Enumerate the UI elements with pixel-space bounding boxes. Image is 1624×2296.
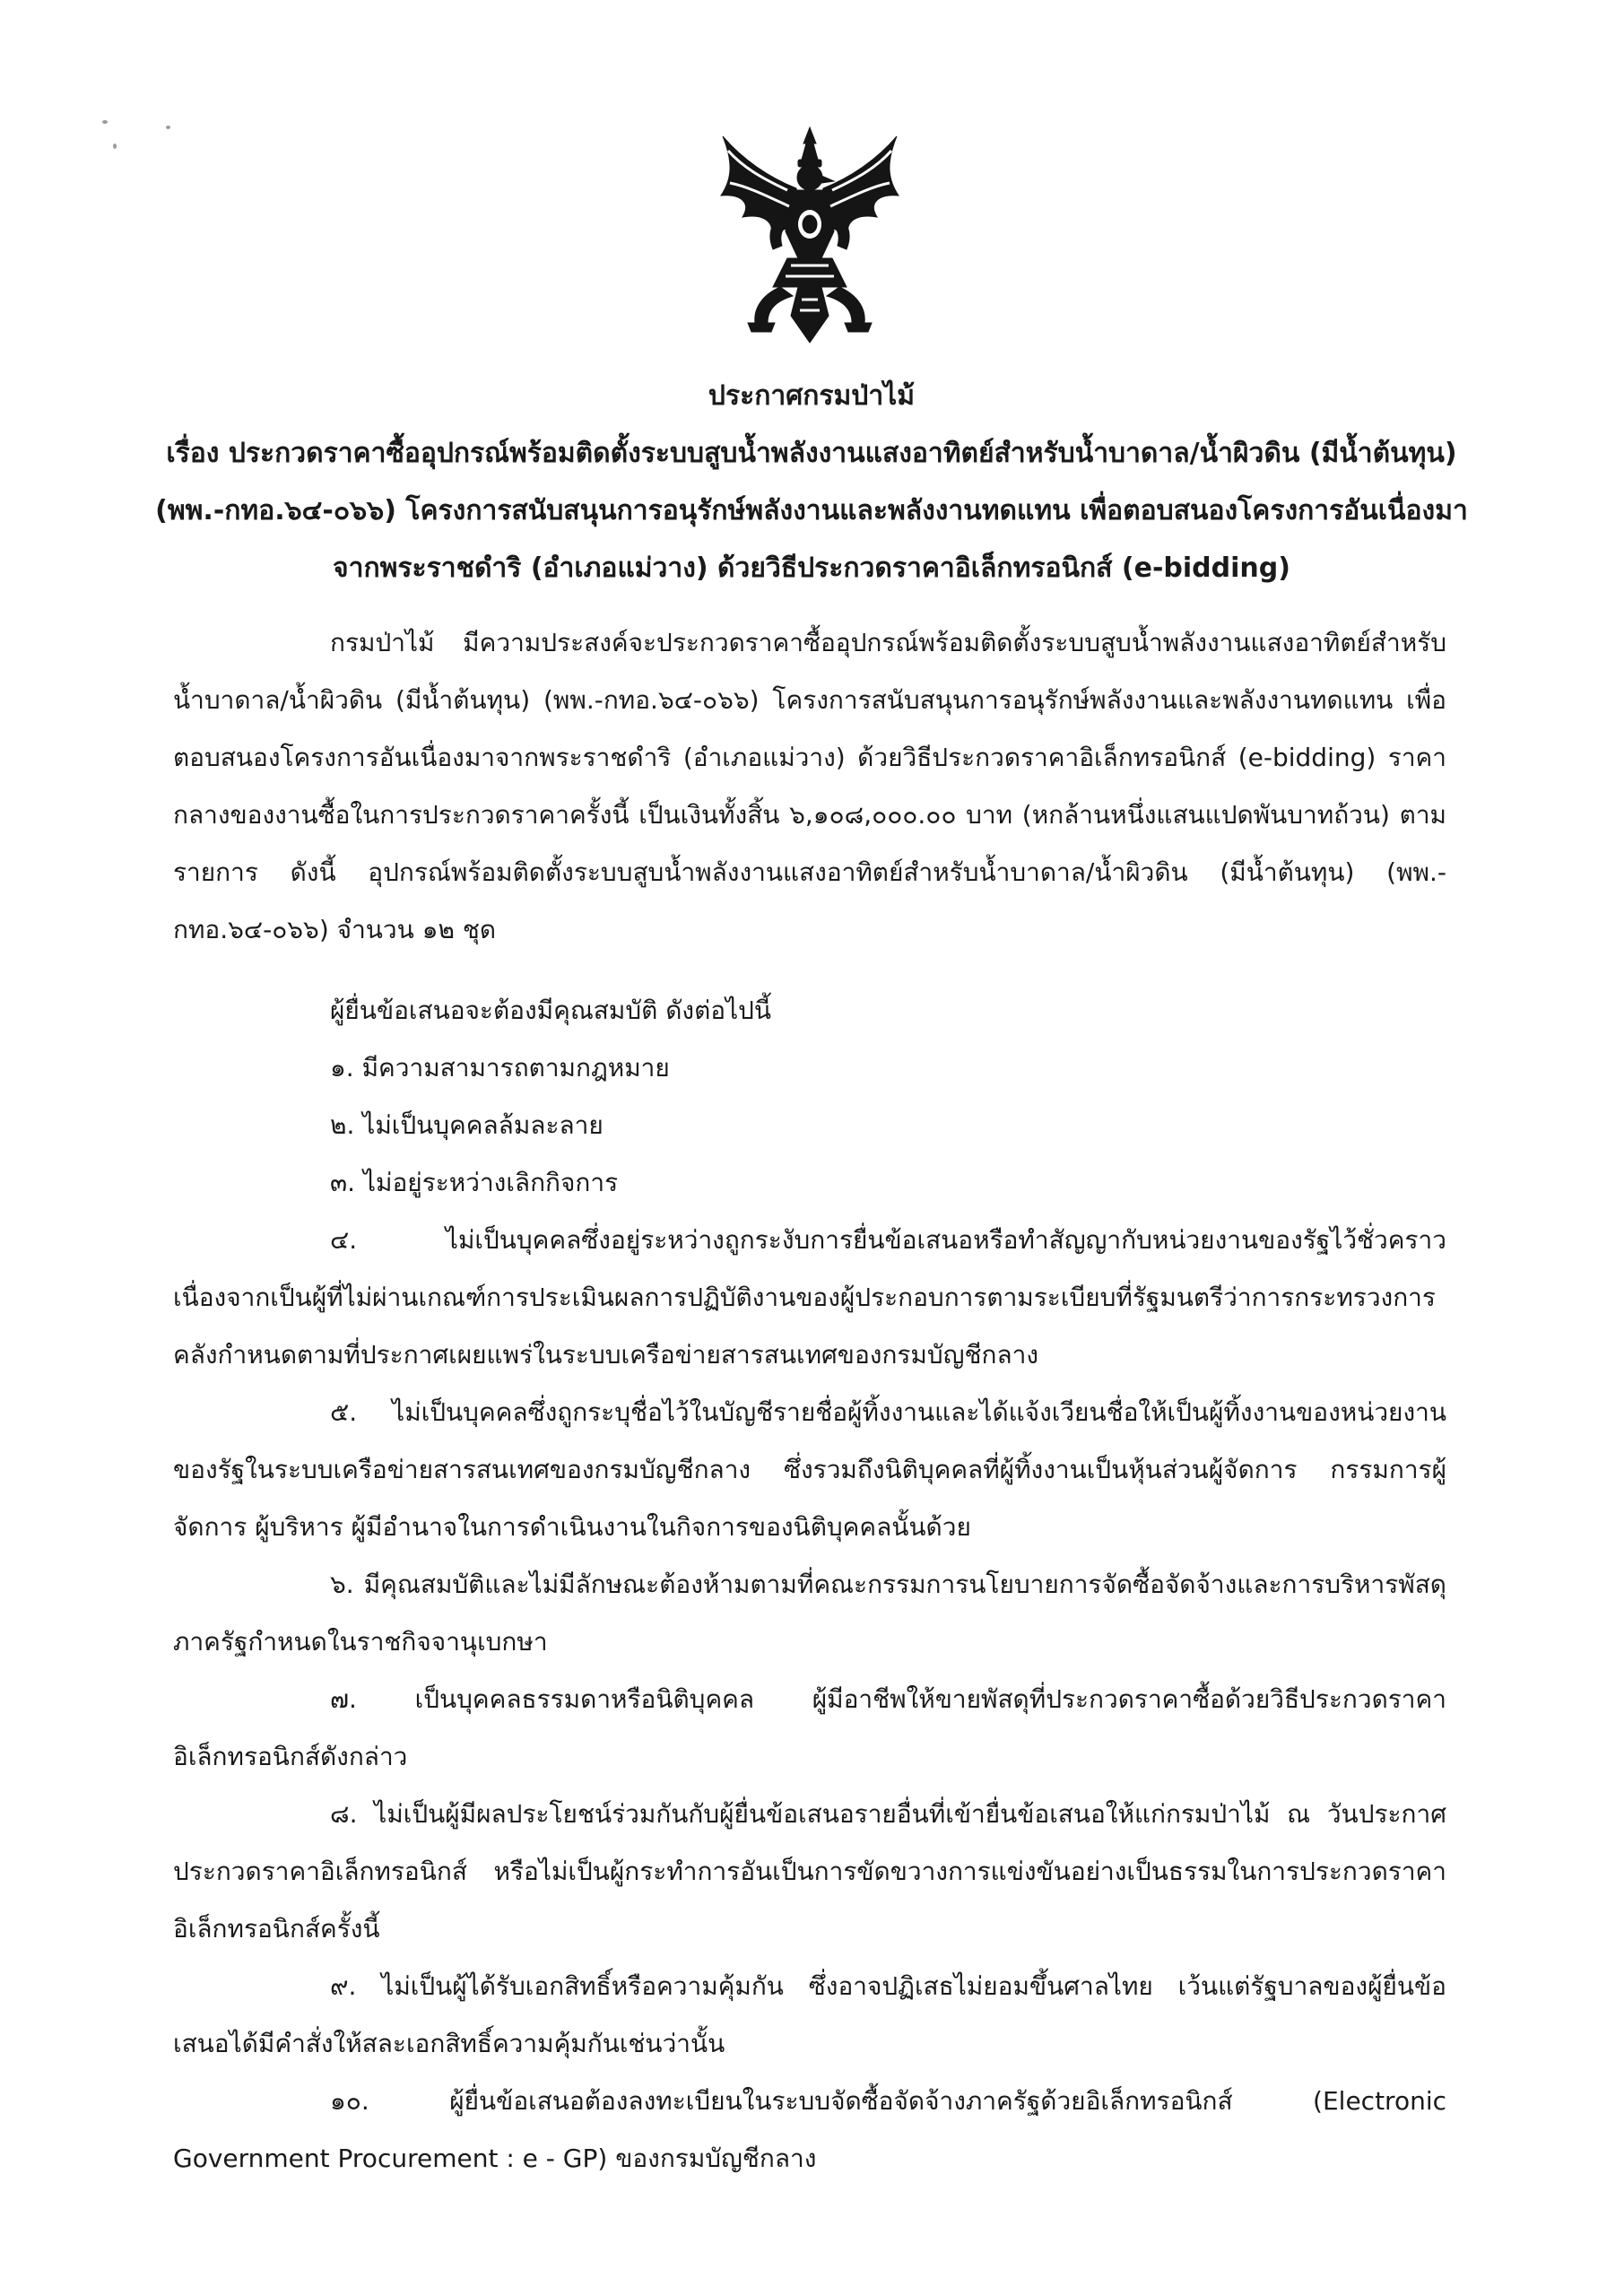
qualification-item: ๒. ไม่เป็นบุคคลล้มละลาย xyxy=(330,1110,604,1140)
qualification-item: ๗. เป็นบุคคลธรรมดาหรือนิติบุคคล ผู้มีอาชีพให้ขายพัสดุที่ประกวดราคาซื้อด้วยวิธีประกวดราคาอิเล็กทรอนิกส์ดังกล่าว xyxy=(173,1684,1446,1771)
announcement-subject: เรื่อง ประกวดราคาซื้ออุปกรณ์พร้อมติดตั้งระบบสูบน้ำพลังงานแสงอาทิตย์สำหรับน้ำบาดาล/น้ำผิวดิน (มีน้ำต้นทุน) (พพ.-กทอ.๖๔-๐๖๖) โครงการสนับสนุนการอนุรักษ์พลังงานและพลังงานทดแทน เพื่อตอบสนองโครงการอันเนื่องมาจากพระราชดำริ (อำเภอแม่วาง) ด้วยวิธีประกวดราคาอิเล็กทรอนิกส์ (e-bidding) xyxy=(155,438,1468,584)
qualification-item: ๔. ไม่เป็นบุคคลซึ่งอยู่ระหว่างถูกระงับการยื่นข้อเสนอหรือทำสัญญากับหน่วยงานของรัฐไว้ชั่วคราว เนื่องจากเป็นผู้ที่ไม่ผ่านเกณฑ์การประเมินผลการปฏิบัติงานของผู้ประกอบการตามระเบียบที่รัฐมนตรีว่าการกระทรวงการคลังกำหนดตามที่ประกาศเผยแพร่ในระบบเครือข่ายสารสนเทศของกรมบัญชีกลาง xyxy=(173,1225,1446,1370)
garuda-emblem-icon xyxy=(716,124,904,348)
scan-speck xyxy=(166,126,170,129)
qualification-item: ๙. ไม่เป็นผู้ได้รับเอกสิทธิ์หรือความคุ้มกัน ซึ่งอาจปฏิเสธไม่ยอมขึ้นศาลไทย เว้นแต่รัฐบาลของผู้ยื่นข้อเสนอได้มีคำสั่งให้สละเอกสิทธิ์ความคุ้มกันเช่นว่านั้น xyxy=(173,1971,1446,2058)
qualification-item: ๖. มีคุณสมบัติและไม่มีลักษณะต้องห้ามตามที่คณะกรรมการนโยบายการจัดซื้อจัดจ้างและการบริหารพัสดุภาครัฐกำหนดในราชกิจจานุเบกษา xyxy=(173,1570,1446,1657)
announcement-body xyxy=(173,614,1446,2187)
qualification-item: ๑๐. ผู้ยื่นข้อเสนอต้องลงทะเบียนในระบบจัดซื้อจัดจ้างภาครัฐด้วยอิเล็กทรอนิกส์ (Electronic Government Procurement : e - GP) ของกรมบัญชีกลาง xyxy=(173,2086,1446,2173)
scan-speck xyxy=(102,120,108,124)
qualification-item: ๘. ไม่เป็นผู้มีผลประโยชน์ร่วมกันกับผู้ยื่นข้อเสนอรายอื่นที่เข้ายื่นข้อเสนอให้แก่กรมป่าไม้ ณ วันประกาศประกวดราคาอิเล็กทรอนิกส์ หรือไม่เป็นผู้กระทำการอันเป็นการขัดขวางการแข่งขันอย่างเป็นธรรมในการประกวดราคาอิเล็กทรอนิกส์ครั้งนี้ xyxy=(173,1799,1446,1944)
announcement-title-block xyxy=(152,368,1471,597)
qualification-item: ๓. ไม่อยู่ระหว่างเลิกกิจการ xyxy=(330,1168,619,1197)
qualification-item: ๑. มีความสามารถตามกฎหมาย xyxy=(330,1053,670,1083)
qualifications-lead: ผู้ยื่นข้อเสนอจะต้องมีคุณสมบัติ ดังต่อไปนี้ xyxy=(330,996,772,1025)
intro-paragraph: กรมป่าไม้ มีความประสงค์จะประกวดราคาซื้ออุปกรณ์พร้อมติดตั้งระบบสูบน้ำพลังงานแสงอาทิตย์สำหรับน้ำบาดาล/น้ำผิวดิน (มีน้ำต้นทุน) (พพ.-กทอ.๖๔-๐๖๖) โครงการสนับสนุนการอนุรักษ์พลังงานและพลังงานทดแทน เพื่อตอบสนองโครงการอันเนื่องมาจากพระราชดำริ (อำเภอแม่วาง) ด้วยวิธีประกวดราคาอิเล็กทรอนิกส์ (e-bidding) ราคากลางของงานซื้อในการประกวดราคาครั้งนี้ เป็นเงินทั้งสิ้น ๖,๑๐๘,๐๐๐.๐๐ บาท (หกล้านหนึ่งแสนแปดพันบาทถ้วน) ตามรายการ ดังนี้ อุปกรณ์พร้อมติดตั้งระบบสูบน้ำพลังงานแสงอาทิตย์สำหรับน้ำบาดาล/น้ำผิวดิน (มีน้ำต้นทุน) (พพ.-กทอ.๖๔-๐๖๖) จำนวน ๑๒ ชุด xyxy=(173,628,1446,944)
scan-speck xyxy=(113,144,117,149)
qualification-item: ๕. ไม่เป็นบุคคลซึ่งถูกระบุชื่อไว้ในบัญชีรายชื่อผู้ทิ้งงานและได้แจ้งเวียนชื่อให้เป็นผู้ทิ้งงานของหน่วยงานของรัฐในระบบเครือข่ายสารสนเทศของกรมบัญชีกลาง ซึ่งรวมถึงนิติบุคคลที่ผู้ทิ้งงานเป็นหุ้นส่วนผู้จัดการ กรรมการผู้จัดการ ผู้บริหาร ผู้มีอำนาจในการดำเนินงานในกิจการของนิติบุคคลนั้นด้วย xyxy=(173,1397,1446,1542)
announcement-heading: ประกาศกรมป่าไม้ xyxy=(708,380,916,412)
